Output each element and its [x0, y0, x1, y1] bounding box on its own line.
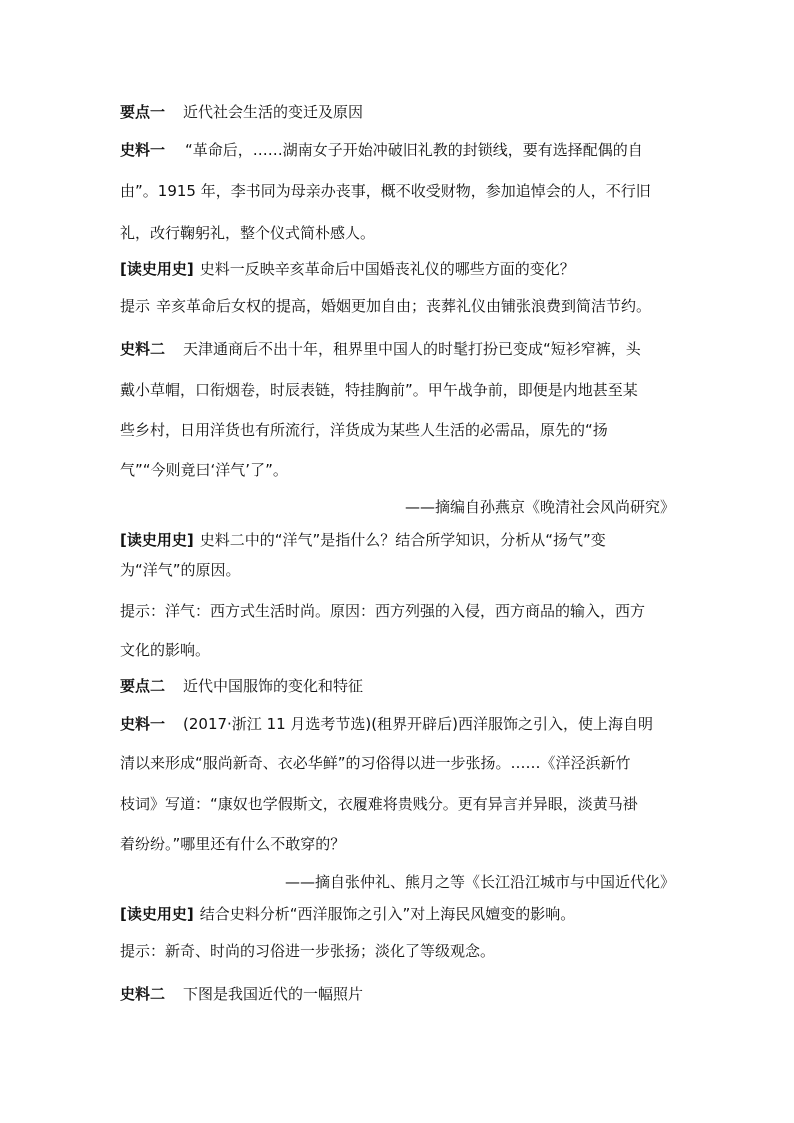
source-text: 些乡村，日用洋货也有所流行，洋货成为某些人生活的必需品，原先的“扬 — [120, 421, 608, 439]
hint-line — [120, 941, 680, 961]
hint-line — [120, 601, 680, 621]
reading-question — [120, 530, 680, 550]
question-text: 史料二中的“洋气”是指什么？结合所学知识，分析从“扬气”变 — [199, 531, 606, 549]
hint-text: 洋气：西方式生活时尚。原因：西方列强的入侵，西方商品的输入，西方 — [165, 602, 646, 620]
section-heading-text: 近代中国服饰的变化和特征 — [183, 677, 364, 695]
source-paragraph-line — [120, 380, 680, 400]
reading-question — [120, 259, 680, 279]
source-text: 由”。1915 年，李书同为母亲办丧事，概不收受财物，参加追悼会的人，不行旧 — [120, 182, 651, 200]
source-text: 下图是我国近代的一幅照片 — [183, 985, 364, 1003]
source-paragraph-line — [120, 223, 680, 243]
source-paragraph-line — [120, 460, 680, 480]
source-paragraph-line — [120, 834, 680, 854]
section-heading — [120, 102, 680, 122]
question-label: [读史用史] — [120, 260, 194, 278]
hint-label: 提示 — [120, 297, 151, 315]
source-citation — [120, 872, 675, 892]
source-text: “革命后，……湖南女子开始冲破旧礼教的封锁线，要有选择配偶的自 — [185, 141, 643, 159]
section-heading — [120, 676, 680, 696]
source-paragraph-line — [120, 181, 680, 201]
source-paragraph-line — [120, 339, 680, 359]
source-text: 礼，改行鞠躬礼，整个仪式简朴感人。 — [120, 224, 376, 242]
source-paragraph-line — [120, 984, 680, 1004]
reading-question — [120, 904, 680, 924]
source-label: 史料一 — [120, 715, 166, 733]
hint-label: 提示： — [120, 942, 166, 960]
source-label: 史料二 — [120, 340, 166, 358]
question-text: 史料一反映辛亥革命后中国婚丧礼仪的哪些方面的变化？ — [199, 260, 575, 278]
question-label: [读史用史] — [120, 905, 194, 923]
citation-text: ——摘编自孙燕京《晚清社会风尚研究》 — [404, 498, 675, 516]
section-heading-label: 要点二 — [120, 677, 166, 695]
section-heading-text: 近代社会生活的变迁及原因 — [183, 103, 364, 121]
source-text: (2017·浙江 11 月选考节选)(租界开辟后)西洋服饰之引入，使上海自明 — [183, 715, 653, 733]
question-label: [读史用史] — [120, 531, 194, 549]
citation-text: ——摘自张仲礼、熊月之等《长江沿江城市与中国近代化》 — [284, 873, 675, 891]
source-paragraph-line — [120, 794, 680, 814]
source-text: 戴小草帽，口衔烟卷，时辰表链，特挂胸前”。甲午战争前，即便是内地甚至某 — [120, 381, 638, 399]
source-text: 清以来形成“服尚新奇、衣必华鲜”的习俗得以进一步张扬。……《洋泾浜新竹 — [120, 754, 631, 772]
source-text: 着纷纷。”哪里还有什么不敢穿的？ — [120, 835, 346, 853]
reading-question-continued — [120, 560, 680, 580]
hint-text: 文化的影响。 — [120, 641, 211, 659]
hint-line — [120, 296, 680, 316]
source-paragraph-line — [120, 420, 680, 440]
source-label: 史料二 — [120, 985, 166, 1003]
hint-label: 提示： — [120, 602, 166, 620]
source-label: 史料一 — [120, 141, 166, 159]
hint-line-continued — [120, 640, 680, 660]
source-text: 天津通商后不出十年，租界里中国人的时髦打扮已变成“短衫窄裤，头 — [183, 340, 641, 358]
source-citation — [120, 497, 675, 517]
question-text: 结合史料分析“西洋服饰之引入”对上海民风嬗变的影响。 — [199, 905, 576, 923]
hint-text: 辛亥革命后女权的提高，婚姻更加自由；丧葬礼仪由铺张浪费到简洁节约。 — [156, 297, 652, 315]
question-text: 为“洋气”的原因。 — [120, 561, 241, 579]
source-paragraph-line — [120, 714, 680, 734]
source-paragraph-line — [120, 140, 680, 160]
section-heading-label: 要点一 — [120, 103, 166, 121]
hint-text: 新奇、时尚的习俗进一步张扬；淡化了等级观念。 — [165, 942, 496, 960]
source-text: 气”“今则竟曰‘洋气’了”。 — [120, 461, 288, 479]
source-text: 枝词》写道：“康奴也学假斯文，衣履难将贵贱分。更有异言并异眼，淡黄马褂 — [120, 795, 638, 813]
source-paragraph-line — [120, 753, 680, 773]
